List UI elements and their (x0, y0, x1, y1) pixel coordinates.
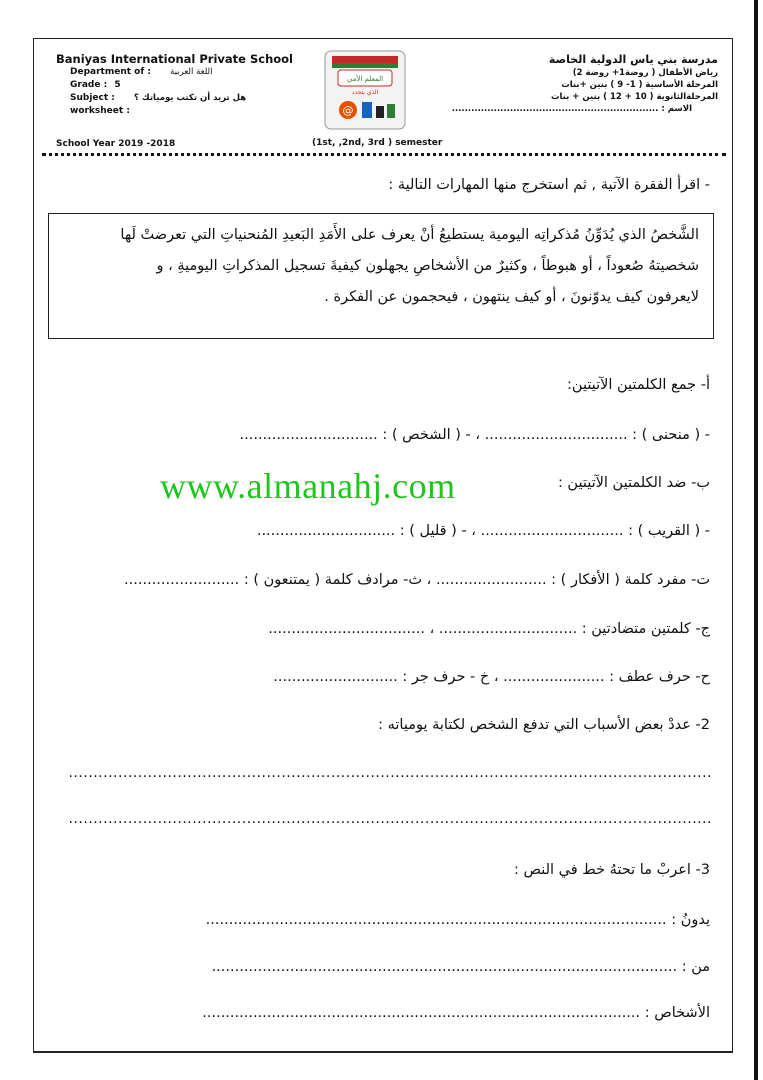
department-label: Department of : (70, 67, 151, 77)
question-3-title: 3- اعربْ ما تحتهُ خط في النص : (513, 862, 710, 878)
question-j-line[interactable]: ج- كلمتين متضادتين : .............................. ، .................................. (268, 621, 710, 637)
school-name-ar: مدرسة بني ياس الدولية الخاصة (548, 53, 718, 66)
header-arabic (451, 52, 718, 115)
question-2-answer-line[interactable]: .................................................................................................................................. (68, 765, 712, 781)
logo-text-1: المعلم الأمي (346, 75, 384, 83)
passage-line: الشَّخصُ الذي يُدَوِّنُ مُذكراتِه اليومية يستطيعُ أنْ يعرف على الأَمَدِ البَعيدِ المُنحنياتِ التي تعرضتْ لَها (120, 227, 699, 243)
subject-value: هل تريد أن تكتب يومياتك ؟ (134, 93, 247, 103)
passage-line: شخصيتهُ صُعوداً ، أو هبوطاً ، وكثيرٌ من الأشخاصِ يجهلون كيفيةَ تسجيل المذكراتِ اليوميةِ ، و (156, 258, 699, 274)
header-divider (42, 153, 726, 156)
question-3-item[interactable]: من : ..................................................................................................... (211, 959, 710, 975)
header-english (56, 53, 316, 118)
subject-label: Subject : (70, 93, 115, 103)
question-h-line[interactable]: ح- حرف عطف : ...................... ، خ - حرف جر : ........................... (273, 669, 710, 685)
subject-row (56, 92, 316, 105)
passage-line: لايعرفون كيف يدوّنونَ ، أو كيف ينتهون ، فيحجمون عن الفكرة . (324, 289, 699, 305)
question-b-line[interactable]: - ( القريب ) : ............................... ، - ( قليل ) : .............................. (256, 523, 710, 539)
question-t-line[interactable]: ت- مفرد كلمة ( الأفكار ) : ........................ ، ث- مرادف كلمة ( يمتنعون ) : ......................... (124, 572, 710, 588)
question-a-line[interactable]: - ( منحنى ) : ............................... ، - ( الشخص ) : .............................. (239, 427, 710, 443)
logo-graphic (324, 50, 406, 130)
school-logo (324, 50, 406, 130)
grade-label: Grade : (70, 80, 108, 90)
worksheet-page (33, 38, 733, 1053)
logo-text-2: الذي يتجدد (351, 89, 379, 96)
name-row (451, 103, 718, 115)
name-label: الاسم : (661, 104, 692, 114)
department-row (56, 66, 316, 79)
name-field[interactable]: ................................................................ (451, 104, 659, 114)
kg-line: رياض الأطفال ( روضة1+ روضة 2) (572, 68, 718, 78)
reading-passage (48, 213, 714, 339)
right-border-bar (754, 0, 758, 1080)
intro-instruction: - اقرأ الفقرة الآتية , ثم استخرج منها المهارات التالية : (388, 177, 710, 193)
question-2-title: 2- عددْ بعض الأسباب التي تدفع الشخص لكتابة يومياته : (378, 717, 710, 733)
basic-line: المرحلة الأساسية ( 1- 9 ) بنين +بنات (561, 80, 718, 90)
secondary-line: المرحلةالثانوية ( 10 + 12 ) بنين + بنات (550, 92, 718, 102)
worksheet-label: worksheet : (70, 106, 130, 116)
grade-value: 5 (114, 80, 121, 90)
svg-text:@: @ (342, 104, 354, 117)
department-value: اللغة العربية (170, 67, 213, 77)
question-a-title: أ- جمع الكلمتين الآتيتين: (567, 377, 710, 393)
question-2-answer-line[interactable]: .................................................................................................................................. (68, 811, 712, 827)
semester-line: (1st, ,2nd, 3rd ) semester (312, 138, 443, 148)
question-3-item[interactable]: الأشخاص : ............................................................................................... (202, 1005, 710, 1021)
school-year: School Year 2019 -2018 (56, 139, 176, 149)
question-b-title: ب- ضد الكلمتين الآتيتين : (557, 475, 710, 491)
question-3-item[interactable]: يدونُ : .................................................................................................... (205, 912, 710, 928)
watermark: www.almanahj.com (160, 466, 456, 506)
grade-row (56, 79, 316, 92)
school-name-en: Baniyas International Private School (56, 52, 294, 66)
